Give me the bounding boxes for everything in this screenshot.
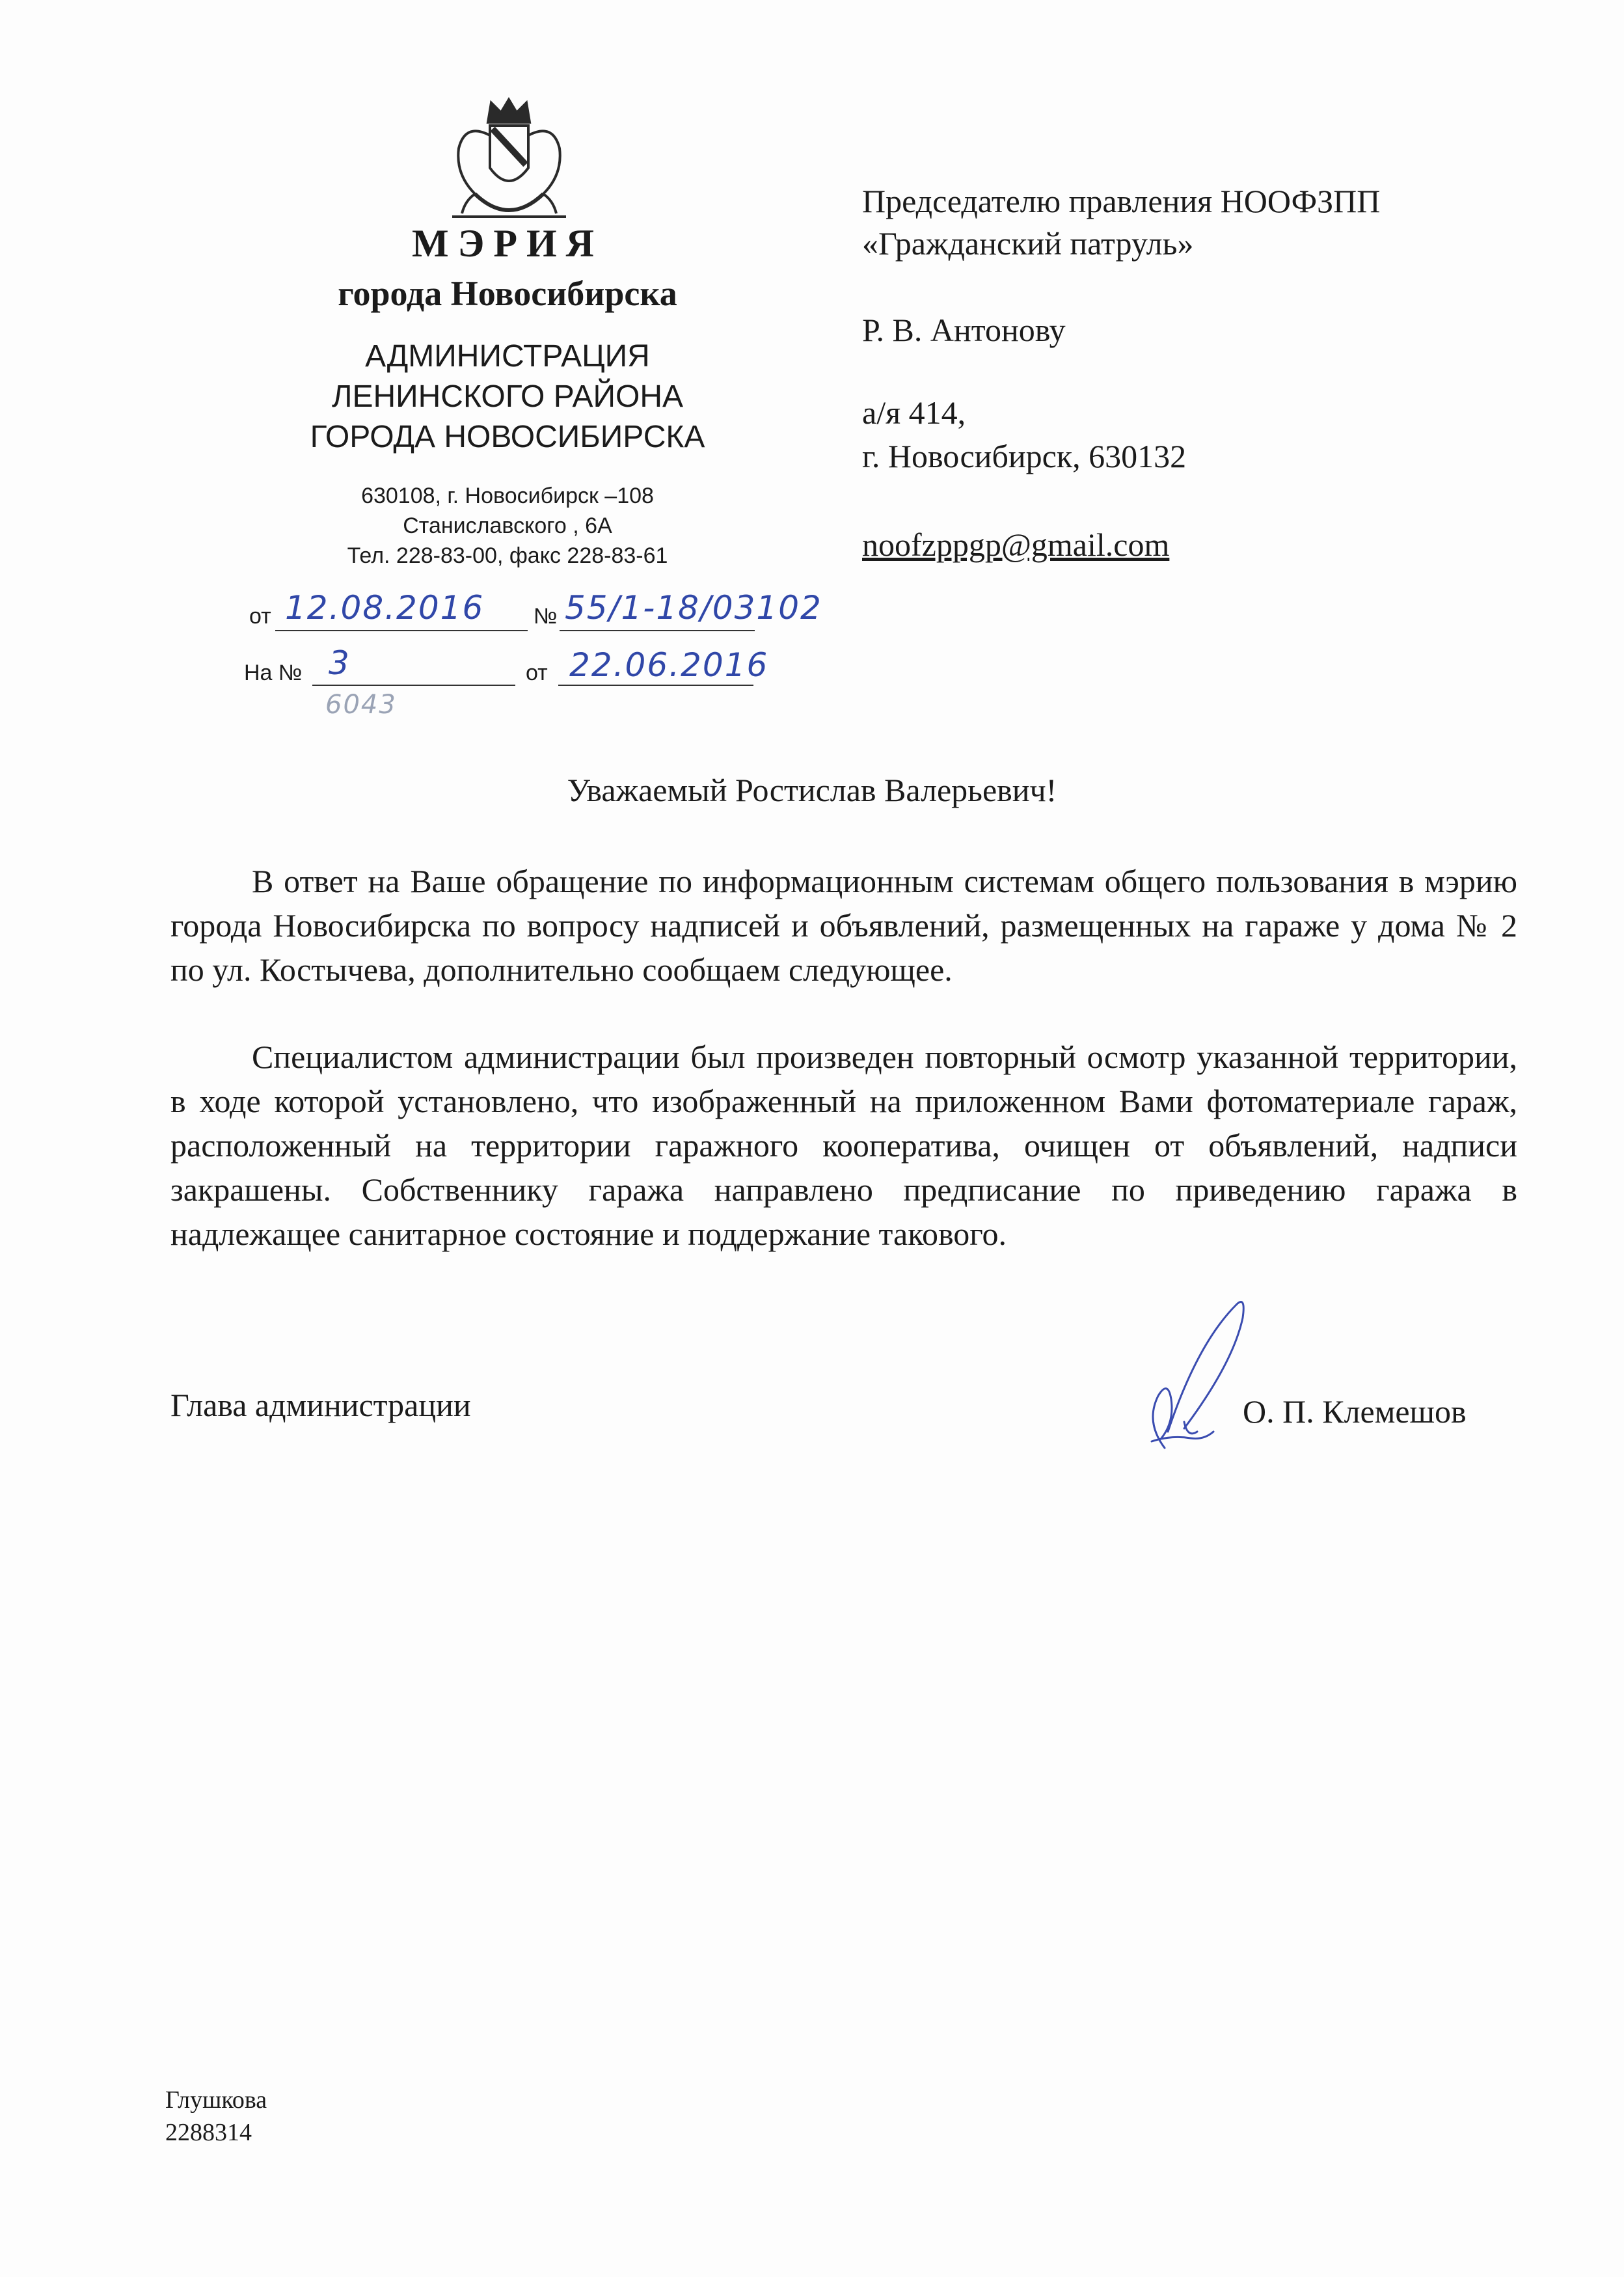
reply-label: На № <box>244 661 303 685</box>
city-title: города Новосибирска <box>338 274 677 313</box>
signatory-name: О. П. Клемешов <box>1243 1393 1467 1430</box>
admin-line-2: ЛЕНИНСКОГО РАЙОНА <box>331 379 684 414</box>
handwritten-note: 6043 <box>325 690 397 720</box>
recipient-organization: «Гражданский патруль» <box>862 225 1194 262</box>
body-paragraph-2: Специалистом администрации был произведен повторный осмотр указанной территории, в ходе которой установлено, что изображенный на приложенном Вами фотоматериале гараж, расположенный на территории гаражного кооператива, очищен от объявлений, надписи закрашены. Собственнику гаража направлено предписание по приведению гаража в надлежащее санитарное состояние и поддержание такового. <box>170 1039 1517 1252</box>
address-line-3: Тел. 228-83-00, факс 228-83-61 <box>347 543 668 568</box>
body-paragraph-1: В ответ на Ваше обращение по информационным системам общего пользования в мэрию города Новосибирска по вопросу надписей и объявлений, размещенных на гараже у дома № 2 по ул. Костычева, дополнительно сообщаем следующее. <box>170 863 1517 988</box>
date-line <box>275 630 528 631</box>
reply-date-line <box>558 685 753 686</box>
recipient-email: noofzppgp@gmail.com <box>862 526 1170 563</box>
signatory-title: Глава администрации <box>170 1387 471 1423</box>
reply-date: 22.06.2016 <box>569 646 769 684</box>
outgoing-number: 55/1-18/03102 <box>565 589 822 627</box>
number-line <box>560 630 755 631</box>
outgoing-date: 12.08.2016 <box>285 589 485 627</box>
reply-number: 3 <box>329 644 351 682</box>
number-label: № <box>534 604 558 629</box>
handwritten-signature-icon <box>1106 1292 1275 1461</box>
reply-from-label: от <box>526 661 548 685</box>
recipient-po-box: а/я 414, <box>862 394 966 431</box>
salutation: Уважаемый Ростислав Валерьевич! <box>567 772 1057 808</box>
recipient-city: г. Новосибирск, 630132 <box>862 438 1187 474</box>
recipient-name: Р. В. Антонову <box>862 312 1066 348</box>
recipient-position: Председателю правления НООФЗПП <box>862 183 1381 219</box>
address-line-2: Станиславского , 6А <box>403 513 612 538</box>
novosibirsk-coat-of-arms-icon <box>439 96 579 226</box>
from-label: от <box>249 604 271 629</box>
admin-line-1: АДМИНИСТРАЦИЯ <box>365 339 650 374</box>
executor-phone: 2288314 <box>165 2119 252 2146</box>
executor-name: Глушкова <box>165 2086 267 2114</box>
mayoralty-title: МЭРИЯ <box>412 222 603 265</box>
reply-number-line <box>312 685 515 686</box>
admin-line-3: ГОРОДА НОВОСИБИРСКА <box>310 420 705 454</box>
address-line-1: 630108, г. Новосибирск –108 <box>361 484 654 508</box>
